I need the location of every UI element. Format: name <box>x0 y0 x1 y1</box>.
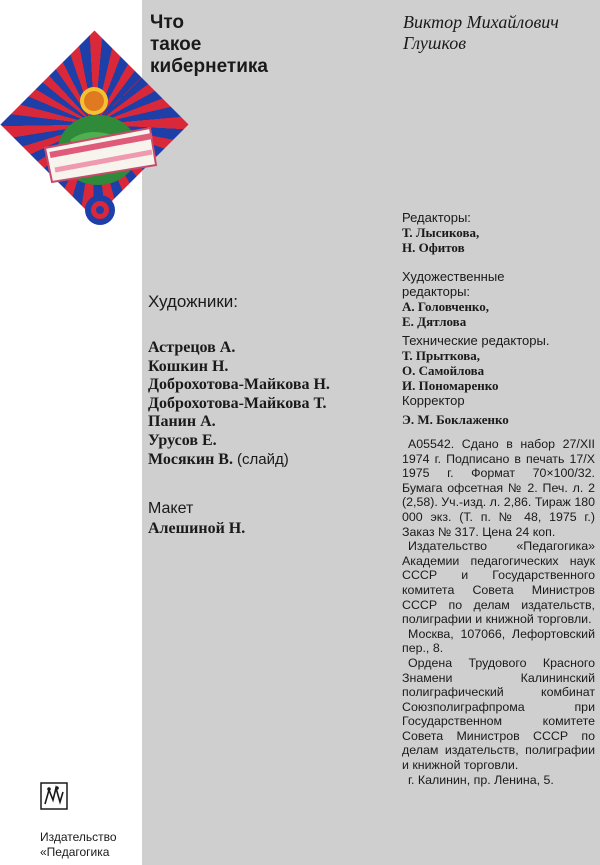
editors-block <box>402 210 479 255</box>
slide-note: (слайд) <box>236 450 289 468</box>
artist-name: Мосякин В. <box>148 450 233 468</box>
book-author: Виктор Михайлович Глушков <box>403 12 559 53</box>
tech-editor-name: И. Пономаренко <box>402 378 499 393</box>
editors-label: Редакторы: <box>402 210 471 225</box>
art-editors-block <box>402 269 504 329</box>
imprint-paragraph: г. Калинин, пр. Ленина, 5. <box>408 772 554 787</box>
tech-editors-block <box>402 333 549 393</box>
tech-editors-label: Технические редакторы. <box>402 333 550 348</box>
art-editor-name: Е. Дятлова <box>402 314 467 329</box>
layout-name: Алешиной Н. <box>148 520 246 537</box>
art-editors-label: Художественные редакторы: <box>402 269 505 299</box>
artist-name: Доброхотова-Майкова Т. <box>148 394 327 412</box>
imprint-block <box>402 437 595 787</box>
artist-name: Доброхотова-Майкова Н. <box>148 376 330 394</box>
tech-editor-name: Т. Прыткова, <box>402 348 481 363</box>
artists-list <box>148 339 330 469</box>
imprint-paragraph: Ордена Трудового Красного Знамени Калининский полиграфический комбинат Союзполиграфпрома при Государственном комитете Совета Министров СССР по делам издательств, полиграфии и книжной торговли. <box>402 655 595 773</box>
book-title: Что такое кибернетика <box>150 12 268 77</box>
artist-name: Панин А. <box>148 413 216 431</box>
artist-row-slide <box>148 451 330 470</box>
corrector-label: Корректор <box>402 393 465 408</box>
art-editor-name: А. Головченко, <box>402 299 490 314</box>
tech-editor-name: О. Самойлова <box>402 363 485 378</box>
editor-name: Т. Лысикова, <box>402 225 480 240</box>
artist-name: Урусов Е. <box>148 431 217 449</box>
corrector-block <box>402 393 509 427</box>
artists-label: Художники: <box>148 292 238 311</box>
cybernetics-globe-icon <box>0 0 200 260</box>
imprint-paragraph: А05542. Сдано в набор 27/XII 1974 г. Подписано в печать 17/X 1975 г. Формат 70×100/32. Бумага офсетная № 2. Печ. л. 2 (2,58). Уч.-изд. л. 2,86. Тираж 180 000 экз. (Т. п. № 48, 1975 г.) Заказ № 317. Цена 24 коп. <box>402 437 595 539</box>
artist-name: Астрецов А. <box>148 339 236 356</box>
layout-label: Макет <box>148 500 194 517</box>
editor-name: Н. Офитов <box>402 240 465 255</box>
imprint-paragraph: Москва, 107066, Лефортовский пер., 8. <box>402 626 595 656</box>
imprint-paragraph: Издательство «Педагогика» Академии педагогических наук СССР и Государственного комитета Совета Министров СССР по делам издательств, полиграфии и книжной торговли. <box>402 539 595 627</box>
publisher-logo-icon <box>40 782 68 810</box>
corrector-name: Э. М. Боклаженко <box>402 412 509 427</box>
publisher-label: Издательство «Педагогика <box>40 830 117 859</box>
artist-name: Кошкин Н. <box>148 357 229 375</box>
